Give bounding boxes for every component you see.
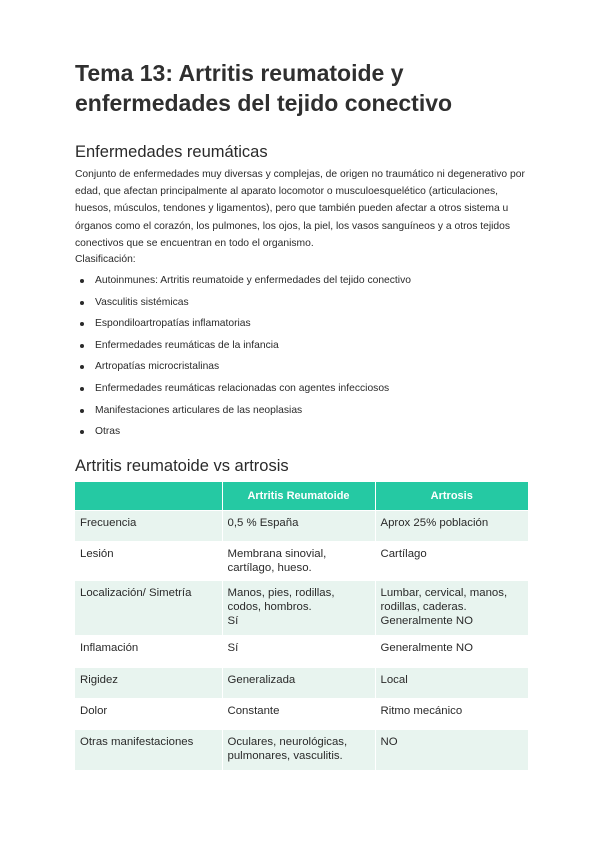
table-cell: Dolor <box>75 699 222 730</box>
table-cell: Localización/ Simetría <box>75 581 222 636</box>
table-cell: Local <box>375 668 528 699</box>
list-item <box>75 421 411 443</box>
list-item-text: Manifestaciones articulares de las neoplasias <box>95 404 303 416</box>
comparison-table <box>75 482 528 770</box>
list-item-text: Espondiloartropatías inflamatorias <box>95 318 251 330</box>
list-item-text: Artropatías microcristalinas <box>95 361 220 373</box>
table-cell: Generalmente NO <box>375 636 528 668</box>
list-item <box>75 400 411 422</box>
clasificacion-label: Clasificación: <box>75 254 136 265</box>
list-item <box>75 292 411 314</box>
table-cell: Aprox 25% población <box>375 511 528 542</box>
table-cell: Frecuencia <box>75 511 222 542</box>
table-cell: Lumbar, cervical, manos, rodillas, caderas. Generalmente NO <box>375 581 528 636</box>
bullet-icon <box>80 301 84 305</box>
table-row <box>75 511 528 542</box>
table-row <box>75 636 528 668</box>
table-row <box>75 730 528 770</box>
list-item <box>75 378 411 400</box>
table-header-row <box>75 482 528 511</box>
table-cell: Ritmo mecánico <box>375 699 528 730</box>
table-cell: Rigidez <box>75 668 222 699</box>
list-item-text: Enfermedades reumáticas de la infancia <box>95 339 279 351</box>
intro-paragraph: Conjunto de enfermedades muy diversas y complejas, de origen no traumático ni degenerativo por edad, que afectan principalmente al aparato locomotor o musculoesquelético (articulaciones, huesos, músculos, tendones y ligamentos), pero que también pueden afectar a otros sistema u órganos como el corazón, los pulmones, los ojos, la piel, los vasos sanguíneos y a otros tejidos conectivos que se encuentran en todo el organismo. <box>75 169 525 249</box>
bullet-icon <box>80 344 84 348</box>
bullet-icon <box>80 409 84 413</box>
bullet-icon <box>80 322 84 326</box>
table-header-cell <box>75 482 222 511</box>
table-row <box>75 668 528 699</box>
table-cell: Membrana sinovial, cartílago, hueso. <box>222 542 375 581</box>
list-item <box>75 356 411 378</box>
list-item-text: Autoinmunes: Artritis reumatoide y enfermedades del tejido conectivo <box>95 275 411 286</box>
table-cell: Manos, pies, rodillas, codos, hombros. Sí <box>222 581 375 636</box>
clasificacion-list <box>75 270 411 443</box>
table-row <box>75 542 528 581</box>
bullet-icon <box>80 279 84 283</box>
page-title: Tema 13: Artritis reumatoide y enfermedades del tejido conectivo <box>75 60 453 116</box>
table-header-cell: Artritis Reumatoide <box>222 482 375 511</box>
list-item <box>75 313 411 335</box>
list-item <box>75 335 411 357</box>
table-cell: Cartílago <box>375 542 528 581</box>
list-item-text: Enfermedades reumáticas relacionadas con agentes infecciosos <box>95 382 390 394</box>
list-item <box>75 270 411 292</box>
bullet-icon <box>80 387 84 391</box>
section-heading-enfermedades-reumaticas: Enfermedades reumáticas <box>75 143 268 161</box>
bullet-icon <box>80 365 84 369</box>
table-cell: Sí <box>222 636 375 668</box>
table-cell: NO <box>375 730 528 770</box>
table-cell: Lesión <box>75 542 222 581</box>
table-row <box>75 581 528 636</box>
table-cell: Constante <box>222 699 375 730</box>
list-item-text: Vasculitis sistémicas <box>95 296 189 308</box>
table-header-cell: Artrosis <box>375 482 528 511</box>
list-item-text: Otras <box>95 426 121 438</box>
bullet-icon <box>80 430 84 434</box>
table-cell: Oculares, neurológicas, pulmonares, vasculitis. <box>222 730 375 770</box>
table-cell: 0,5 % España <box>222 511 375 542</box>
table-cell: Generalizada <box>222 668 375 699</box>
section-heading-artritis-vs-artrosis: Artritis reumatoide vs artrosis <box>75 457 289 475</box>
table-row <box>75 699 528 730</box>
table-cell: Otras manifestaciones <box>75 730 222 770</box>
table-cell: Inflamación <box>75 636 222 668</box>
